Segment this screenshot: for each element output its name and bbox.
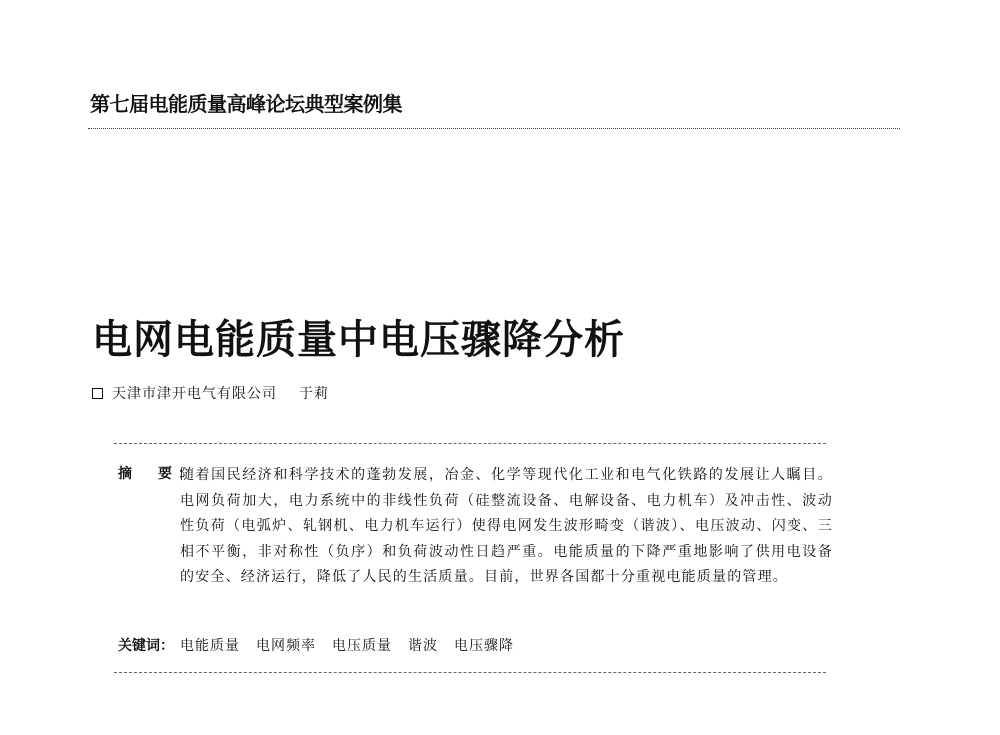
keyword: 电网频率 [256,638,316,654]
abstract-bottom-divider [114,672,826,673]
keyword: 谐波 [408,638,438,654]
square-bullet-icon [92,388,103,399]
keyword: 电压骤降 [454,638,514,654]
keywords-block [118,635,530,655]
article-title: 电网电能质量中电压骤降分析 [92,317,625,363]
keyword: 电压质量 [332,638,392,654]
header-divider [88,128,900,129]
keywords-label: 关键词： [118,638,174,654]
abstract-text: 随着国民经济和科学技术的蓬勃发展，冶金、化学等现代化工业和电气化铁路的发展让人瞩目。电网负荷加大，电力系统中的非线性负荷（硅整流设备、电解设备、电力机车）及冲击性、波动性负荷（电弧炉、轧钢机、电力机车运行）使得电网发生波形畸变（谐波）、电压波动、闪变、三相不平衡，非对称性（负序）和负荷波动性日趋严重。电能质量的下降严重地影响了供用电设备的安全、经济运行，降低了人民的生活质量。目前，世界各国都十分重视电能质量的管理。 [180,467,833,585]
author-line [92,383,329,403]
author-name: 于莉 [299,386,329,402]
keyword: 电能质量 [180,638,240,654]
abstract-block [118,463,833,591]
author-organization: 天津市津开电气有限公司 [112,386,277,402]
abstract-top-divider [114,443,826,444]
series-title: 第七届电能质量高峰论坛典型案例集 [90,92,402,116]
abstract-label: 摘 要： [118,466,198,482]
